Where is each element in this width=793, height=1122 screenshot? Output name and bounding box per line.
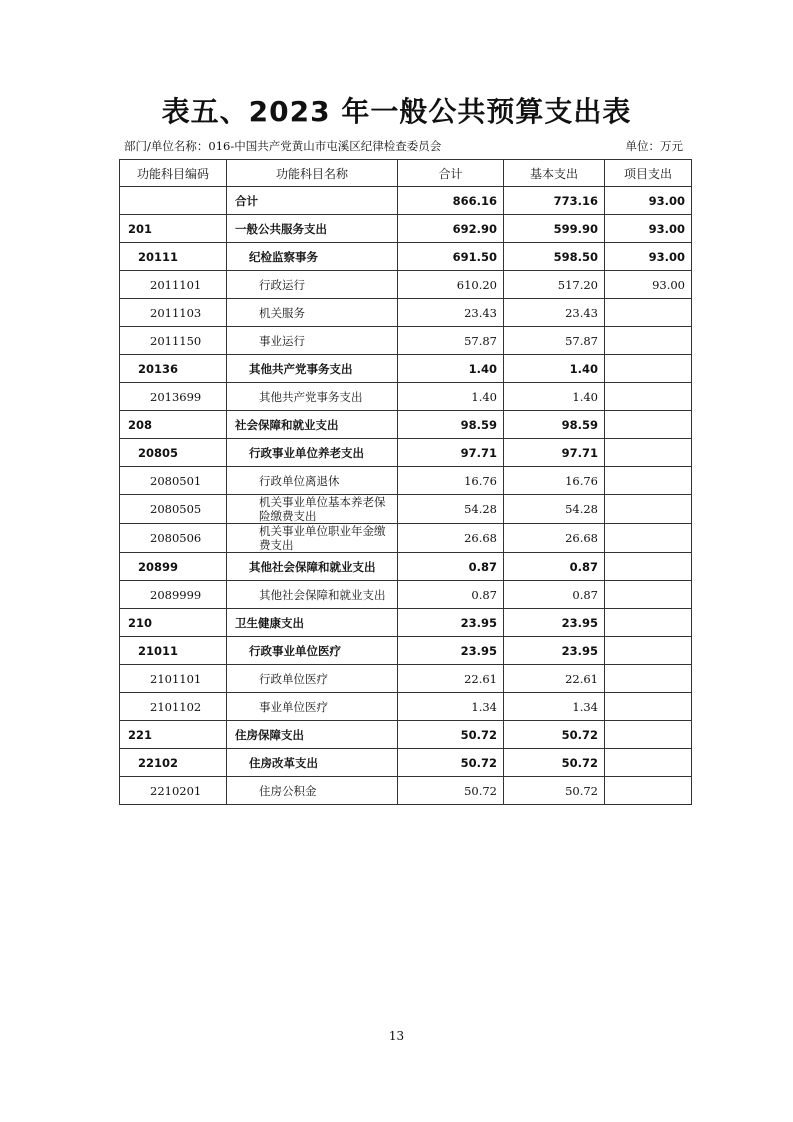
table-row: [120, 355, 692, 383]
table-row: [120, 609, 692, 637]
total-cell: 23.43: [398, 299, 504, 327]
table-row: [120, 665, 692, 693]
table-row: [120, 243, 692, 271]
table-row: [120, 215, 692, 243]
total-cell: 97.71: [398, 439, 504, 467]
page-title: 表五、2023 年一般公共预算支出表: [161, 95, 632, 128]
table-row: [120, 467, 692, 495]
code-cell: 210: [120, 609, 227, 637]
total-cell: 50.72: [398, 749, 504, 777]
name-cell: 行政事业单位养老支出: [227, 439, 398, 467]
basic-cell: 50.72: [504, 749, 605, 777]
code-cell: 21011: [120, 637, 227, 665]
code-cell: 2011103: [120, 299, 227, 327]
basic-cell: 1.40: [504, 355, 605, 383]
table-body: [120, 187, 692, 805]
table-row: [120, 524, 692, 553]
table-row: [120, 299, 692, 327]
project-cell: [605, 777, 692, 805]
header-row: [120, 160, 692, 187]
basic-cell: 517.20: [504, 271, 605, 299]
code-cell: 22102: [120, 749, 227, 777]
name-cell: 其他社会保障和就业支出: [227, 553, 398, 581]
header-project: 项目支出: [605, 160, 692, 187]
total-cell: 1.34: [398, 693, 504, 721]
code-cell: 2089999: [120, 581, 227, 609]
project-cell: [605, 355, 692, 383]
project-cell: 93.00: [605, 187, 692, 215]
project-cell: 93.00: [605, 215, 692, 243]
basic-cell: 599.90: [504, 215, 605, 243]
basic-cell: 23.43: [504, 299, 605, 327]
project-cell: [605, 327, 692, 355]
project-cell: [605, 411, 692, 439]
total-cell: 0.87: [398, 553, 504, 581]
table-row: [120, 411, 692, 439]
project-cell: [605, 749, 692, 777]
total-cell: 610.20: [398, 271, 504, 299]
code-cell: 2013699: [120, 383, 227, 411]
name-cell: 其他共产党事务支出: [227, 383, 398, 411]
basic-cell: 50.72: [504, 721, 605, 749]
project-cell: [605, 467, 692, 495]
basic-cell: 23.95: [504, 609, 605, 637]
project-cell: [605, 721, 692, 749]
name-cell: 其他共产党事务支出: [227, 355, 398, 383]
table-row: [120, 749, 692, 777]
name-cell: 机关事业单位基本养老保险缴费支出: [227, 495, 398, 524]
total-cell: 50.72: [398, 777, 504, 805]
project-cell: [605, 693, 692, 721]
code-cell: 2101101: [120, 665, 227, 693]
name-cell: 住房公积金: [227, 777, 398, 805]
project-cell: [605, 299, 692, 327]
total-cell: 57.87: [398, 327, 504, 355]
name-cell: 合计: [227, 187, 398, 215]
code-cell: 2210201: [120, 777, 227, 805]
total-cell: 26.68: [398, 524, 504, 553]
table-row: [120, 495, 692, 524]
name-cell: 事业单位医疗: [227, 693, 398, 721]
basic-cell: 23.95: [504, 637, 605, 665]
department-label: 部门/单位名称：016-中国共产党黄山市屯溪区纪律检查委员会: [124, 139, 442, 153]
basic-cell: 0.87: [504, 581, 605, 609]
name-cell: 机关事业单位职业年金缴费支出: [227, 524, 398, 553]
header-basic: 基本支出: [504, 160, 605, 187]
header-total: 合计: [398, 160, 504, 187]
header-code: 功能科目编码: [120, 160, 227, 187]
name-cell: 住房改革支出: [227, 749, 398, 777]
name-cell: 机关服务: [227, 299, 398, 327]
basic-cell: 22.61: [504, 665, 605, 693]
name-cell: 其他社会保障和就业支出: [227, 581, 398, 609]
code-cell: 2011101: [120, 271, 227, 299]
project-cell: [605, 665, 692, 693]
table-row: [120, 187, 692, 215]
table-row: [120, 327, 692, 355]
basic-cell: 1.34: [504, 693, 605, 721]
name-cell: 住房保障支出: [227, 721, 398, 749]
project-cell: [605, 439, 692, 467]
name-cell: 社会保障和就业支出: [227, 411, 398, 439]
code-cell: 201: [120, 215, 227, 243]
project-cell: 93.00: [605, 271, 692, 299]
basic-cell: 1.40: [504, 383, 605, 411]
code-cell: [120, 187, 227, 215]
code-cell: 2080505: [120, 495, 227, 524]
name-cell: 行政单位医疗: [227, 665, 398, 693]
code-cell: 2011150: [120, 327, 227, 355]
total-cell: 866.16: [398, 187, 504, 215]
total-cell: 691.50: [398, 243, 504, 271]
table-row: [120, 693, 692, 721]
basic-cell: 50.72: [504, 777, 605, 805]
project-cell: [605, 581, 692, 609]
basic-cell: 16.76: [504, 467, 605, 495]
basic-cell: 54.28: [504, 495, 605, 524]
name-cell: 一般公共服务支出: [227, 215, 398, 243]
table-row: [120, 271, 692, 299]
page-number: 13: [388, 1029, 405, 1043]
name-cell: 事业运行: [227, 327, 398, 355]
table-row: [120, 637, 692, 665]
code-cell: 2080501: [120, 467, 227, 495]
total-cell: 54.28: [398, 495, 504, 524]
total-cell: 22.61: [398, 665, 504, 693]
name-cell: 纪检监察事务: [227, 243, 398, 271]
total-cell: 1.40: [398, 355, 504, 383]
table-row: [120, 581, 692, 609]
code-cell: 20899: [120, 553, 227, 581]
code-cell: 208: [120, 411, 227, 439]
total-cell: 23.95: [398, 637, 504, 665]
project-cell: [605, 383, 692, 411]
code-cell: 2080506: [120, 524, 227, 553]
name-cell: 行政事业单位医疗: [227, 637, 398, 665]
table-row: [120, 777, 692, 805]
total-cell: 16.76: [398, 467, 504, 495]
table-row: [120, 553, 692, 581]
header-name: 功能科目名称: [227, 160, 398, 187]
code-cell: 20136: [120, 355, 227, 383]
total-cell: 1.40: [398, 383, 504, 411]
basic-cell: 598.50: [504, 243, 605, 271]
total-cell: 692.90: [398, 215, 504, 243]
project-cell: [605, 524, 692, 553]
total-cell: 50.72: [398, 721, 504, 749]
project-cell: 93.00: [605, 243, 692, 271]
name-cell: 行政单位离退休: [227, 467, 398, 495]
basic-cell: 773.16: [504, 187, 605, 215]
project-cell: [605, 495, 692, 524]
table-row: [120, 383, 692, 411]
total-cell: 0.87: [398, 581, 504, 609]
project-cell: [605, 637, 692, 665]
budget-table: [119, 159, 692, 805]
table-row: [120, 439, 692, 467]
basic-cell: 97.71: [504, 439, 605, 467]
basic-cell: 0.87: [504, 553, 605, 581]
project-cell: [605, 553, 692, 581]
basic-cell: 57.87: [504, 327, 605, 355]
project-cell: [605, 609, 692, 637]
code-cell: 221: [120, 721, 227, 749]
basic-cell: 98.59: [504, 411, 605, 439]
unit-label: 单位：万元: [625, 139, 683, 153]
code-cell: 20805: [120, 439, 227, 467]
name-cell: 行政运行: [227, 271, 398, 299]
basic-cell: 26.68: [504, 524, 605, 553]
code-cell: 20111: [120, 243, 227, 271]
table-row: [120, 721, 692, 749]
code-cell: 2101102: [120, 693, 227, 721]
total-cell: 98.59: [398, 411, 504, 439]
total-cell: 23.95: [398, 609, 504, 637]
name-cell: 卫生健康支出: [227, 609, 398, 637]
